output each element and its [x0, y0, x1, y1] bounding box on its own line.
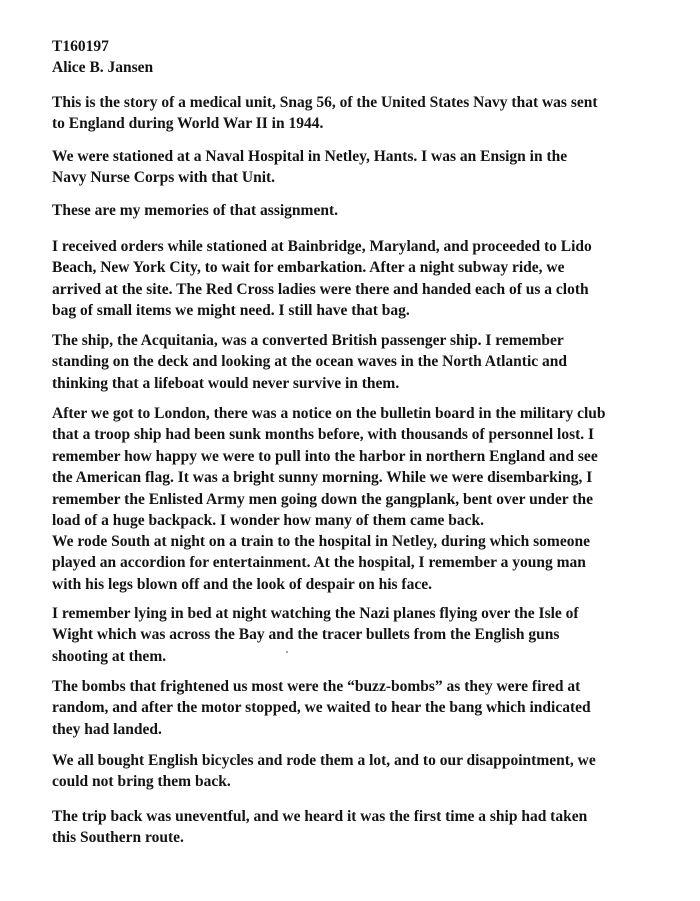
paragraph-trip-back [52, 806, 652, 849]
paragraph-line: random, and after the motor stopped, we waited to hear the bang which indicated [52, 699, 591, 717]
paragraph-line: remember the Enlisted Army men going down the gangplank, bent over under the [52, 490, 593, 508]
paragraph-line: We rode South at night on a train to the hospital in Netley, during which someone [52, 533, 590, 550]
paragraph-line: We all bought English bicycles and rode them a lot, and to our disappointment, we [52, 752, 596, 769]
paragraph-ship [52, 330, 652, 394]
paragraph-line: standing on the deck and looking at the ocean waves in the North Atlantic and [52, 353, 568, 371]
paragraph-line: played an accordion for entertainment. At the hospital, I remember a young man [52, 554, 586, 572]
paragraph-line: bag of small items we might need. I still have that bag. [52, 302, 410, 320]
paragraph-line: that a troop ship had been sunk months before, with thousands of personnel lost. I [52, 426, 595, 444]
paragraph-station [52, 146, 652, 189]
author-name: Alice B. Jansen [52, 59, 154, 77]
paragraph-planes [52, 603, 652, 667]
paragraph-line: The trip back was uneventful, and we heard it was the first time a ship had taken [52, 808, 588, 825]
paragraph-line: Wight which was across the Bay and the tracer bullets from the English guns [52, 626, 560, 644]
paragraph-line: I remember lying in bed at night watching the Nazi planes flying over the Isle of [52, 605, 579, 622]
document-header [52, 36, 652, 79]
paragraph-line: the American flag. It was a bright sunny morning. While we were disembarking, I [52, 469, 593, 487]
paragraph-intro [52, 92, 652, 135]
paragraph-line: load of a huge backpack. I wonder how many of them came back. [52, 512, 485, 530]
paragraph-london [52, 403, 652, 531]
paragraph-line: to England during World War II in 1944. [52, 115, 324, 133]
paragraph-line: shooting at them. [52, 647, 167, 665]
paragraph-train [52, 531, 652, 595]
paragraph-line: These are my memories of that assignment. [52, 202, 338, 219]
paragraph-line: remember how happy we were to pull into the harbor in northern England and see [52, 447, 598, 465]
paragraph-line: After we got to London, there was a notice on the bulletin board in the military club [52, 405, 606, 422]
paragraph-memories [52, 200, 652, 221]
paragraph-line: The bombs that frightened us most were the “buzz-bombs” as they were fired at [52, 678, 581, 695]
paragraph-line: We were stationed at a Naval Hospital in Netley, Hants. I was an Ensign in the [52, 148, 568, 165]
paragraph-line: with his legs blown off and the look of despair on his face. [52, 575, 432, 593]
paragraph-line: The ship, the Acquitania, was a converted British passenger ship. I remember [52, 332, 564, 349]
paragraph-buzz-bombs [52, 676, 652, 740]
paragraph-line: could not bring them back. [52, 773, 231, 791]
scan-speck [286, 651, 288, 653]
paragraph-line: This is the story of a medical unit, Snag 56, of the United States Navy that was sent [52, 94, 598, 111]
paragraph-line: arrived at the site. The Red Cross ladies were there and handed each of us a cloth [52, 280, 589, 298]
paragraph-line: I received orders while stationed at Bainbridge, Maryland, and proceeded to Lido [52, 238, 592, 255]
paragraph-line: Beach, New York City, to wait for embarkation. After a night subway ride, we [52, 259, 565, 277]
paragraph-orders [52, 236, 652, 322]
paragraph-bicycles [52, 750, 652, 793]
document-id: T160197 [52, 38, 109, 55]
paragraph-line: thinking that a lifeboat would never survive in them. [52, 374, 400, 392]
paragraph-line: this Southern route. [52, 829, 184, 847]
paragraph-line: Navy Nurse Corps with that Unit. [52, 169, 276, 187]
paragraph-line: they had landed. [52, 720, 162, 738]
